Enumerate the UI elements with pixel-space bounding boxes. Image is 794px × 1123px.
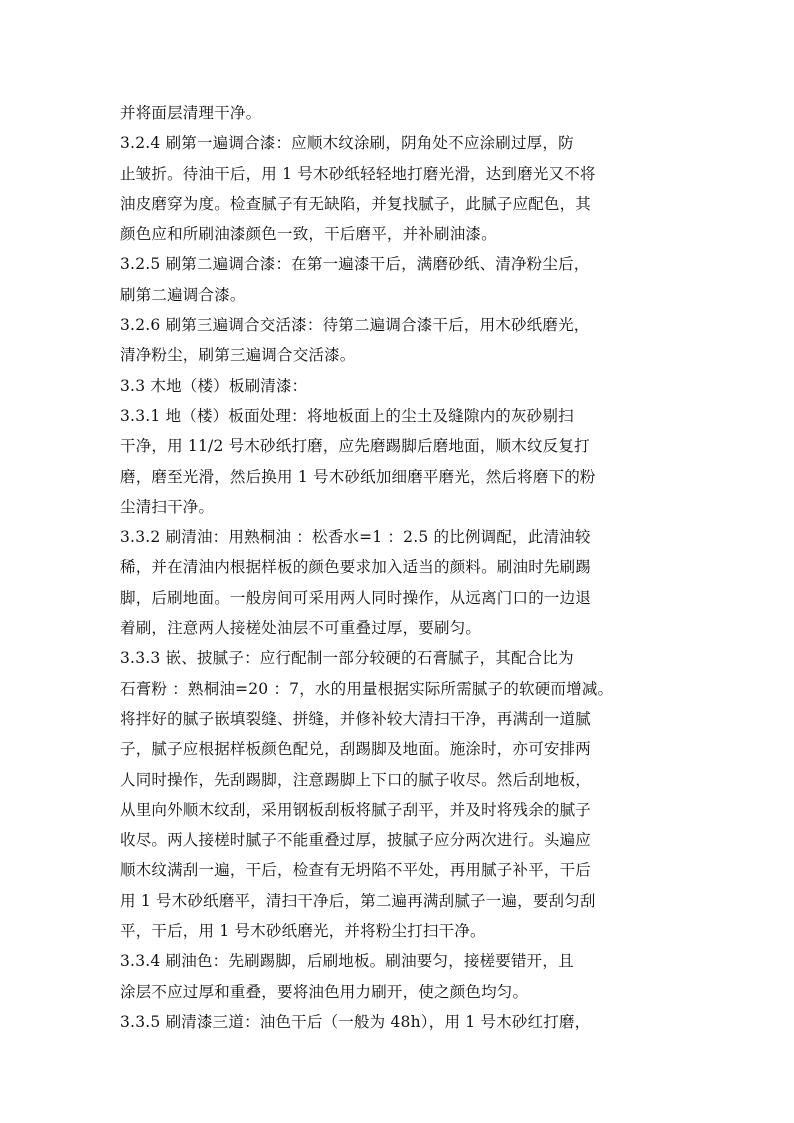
text-line: 3.3.4 刷油色：先刷踢脚，后刷地板。刷油要匀，接槎要错开，且 [120,952,574,971]
text-line: 人同时操作，先刮踢脚，注意踢脚上下口的腻子收尽。然后刮地板， [120,770,592,789]
text-line: 刷第二遍调合漆。 [120,285,246,304]
text-line: 顺木纹满刮一遍，干后，检查有无坍陷不平处，再用腻子补平，干后 [120,861,592,880]
document-body [120,98,682,1037]
text-line: 石膏粉 ：熟桐油=20 ：7，水的用量根据实际所需腻子的软硬而增减。 [120,679,614,698]
text-line: 磨，磨至光滑，然后换用 1 号木砂纸加细磨平磨光，然后将磨下的粉 [120,467,596,486]
text-line: 稀，并在清油内根据样板的颜色要求加入适当的颜料。刷油时先刷踢 [120,558,592,577]
text-line: 并将面层清理干净。 [120,104,262,122]
text-line: 3.2.6 刷第三遍调合交活漆：待第二遍调合漆干后，用木砂纸磨光， [120,316,590,335]
text-line: 将拌好的腻子嵌填裂缝、拼缝，并修补较大清扫干净，再满刮一道腻 [120,709,592,728]
text-line: 3.3.1 地（楼）板面处理：将地板面上的尘土及缝隙内的灰砂剔扫 [120,406,574,425]
text-line: 尘清扫干净。 [120,497,215,516]
text-line: 3.3.5 刷清漆三道：油色干后（一般为 48h），用 1 号木砂红打磨， [120,1012,591,1031]
text-line: 涂层不应过厚和重叠，要将油色用力刷开，使之颜色均匀。 [120,982,529,1001]
text-line: 3.2.5 刷第二遍调合漆：在第一遍漆干后，满磨砂纸、清净粉尘后， [120,255,590,274]
text-line: 清净粉尘，刷第三遍调合交活漆。 [120,346,356,365]
text-line: 子，腻子应根据样板颜色配兑，刮踢脚及地面。施涂时，亦可安排两 [120,740,592,759]
text-line: 3.3.3 嵌、披腻子：应行配制一部分较硬的石膏腻子，其配合比为 [120,649,574,668]
text-line: 着刷，注意两人接槎处油层不可重叠过厚，要刷匀。 [120,619,482,638]
text-line: 止皱折。待油干后，用 1 号木砂纸轻轻地打磨光滑，达到磨光又不将 [120,164,596,183]
text-line: 用 1 号木砂纸磨平，清扫干净后，第二遍再满刮腻子一遍，要刮匀刮 [120,891,596,910]
text-line: 收尽。两人接槎时腻子不能重叠过厚，披腻子应分两次进行。头遍应 [120,831,592,850]
text-line: 干净，用 11/2 号木砂纸打磨，应先磨踢脚后磨地面，顺木纹反复打 [120,437,590,456]
text-line: 从里向外顺木纹刮，采用钢板刮板将腻子刮平，并及时将残余的腻子 [120,800,592,819]
text-line: 油皮磨穿为度。检查腻子有无缺陷，并复找腻子，此腻子应配色，其 [120,194,592,213]
text-line: 脚，后刷地面。一般房间可采用两人同时操作，从远离门口的一边退 [120,588,592,607]
text-line: 3.3 木地（楼）板刷清漆： [120,376,308,395]
text-line: 3.3.2 刷清油：用熟桐油 ：松香水=1 ：2.5 的比例调配，此清油较 [120,528,591,547]
text-line: 平，干后，用 1 号木砂纸磨光，并将粉尘打扫干净。 [120,922,486,941]
text-line: 3.2.4 刷第一遍调合漆：应顺木纹涂刷，阴角处不应涂刷过厚，防 [120,134,574,153]
text-line: 颜色应和所刷油漆颜色一致，干后磨平，并补刷油漆。 [120,225,497,244]
